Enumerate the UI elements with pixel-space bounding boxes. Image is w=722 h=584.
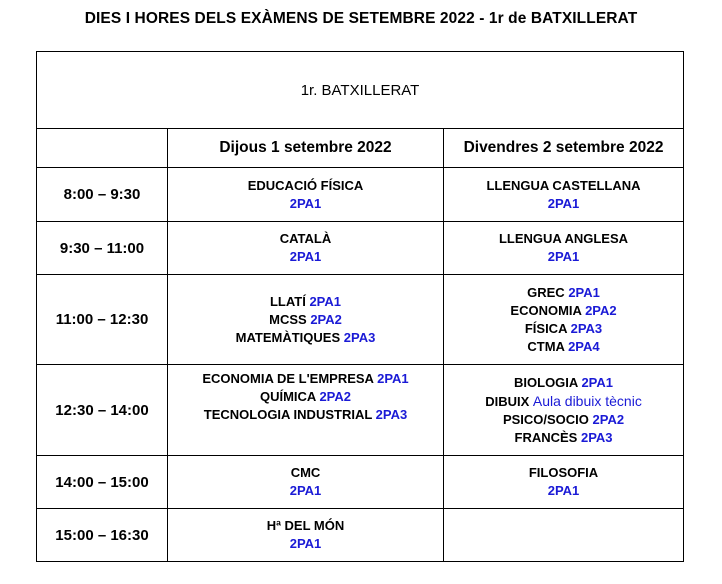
exam-entry [168, 311, 443, 329]
day-header-row [37, 129, 684, 168]
day-header-2: Divendres 2 setembre 2022 [444, 129, 684, 168]
subject: PSICO/SOCIO [502, 411, 589, 427]
subject: Hª DEL MÓN [266, 518, 345, 533]
exam-cell [168, 456, 444, 509]
exam-entry [444, 302, 683, 320]
subject: CATALÀ [279, 231, 332, 246]
exam-cell [444, 168, 684, 222]
subject: LLENGUA CASTELLANA [486, 177, 641, 193]
table-row [37, 456, 684, 509]
subject: CTMA [527, 338, 565, 354]
subject: MATEMÀTIQUES [235, 329, 341, 345]
table-row [37, 168, 684, 222]
subject: EDUCACIÓ FÍSICA [247, 177, 364, 193]
subject: FILOSOFIA [528, 465, 599, 480]
empty-corner-cell [37, 129, 168, 168]
room: 2PA1 [547, 249, 580, 264]
room: 2PA1 [289, 195, 322, 211]
subject: GREC [527, 284, 565, 300]
exam-cell [444, 222, 684, 275]
day-header-1: Dijous 1 setembre 2022 [168, 129, 444, 168]
exam-cell [444, 456, 684, 509]
subject: FRANCÈS [514, 429, 578, 445]
exam-entry [168, 329, 443, 347]
subject: DIBUIX [485, 393, 530, 409]
room: 2PA1 [289, 536, 322, 551]
page-title: DIES I HORES DELS EXÀMENS DE SETEMBRE 2022 - 1r de BATXILLERAT [84, 10, 638, 27]
time-slot: 15:00 – 16:30 [37, 509, 168, 562]
subject: BIOLOGIA [514, 374, 578, 390]
exam-entry [444, 411, 683, 429]
exam-entry [168, 388, 443, 406]
exam-entry [444, 429, 683, 447]
subject: CMC [290, 465, 321, 480]
room: 2PA3 [343, 329, 376, 345]
exam-cell [168, 509, 444, 562]
room: 2PA1 [581, 374, 613, 390]
table-row [37, 509, 684, 562]
time-slot: 14:00 – 15:00 [37, 456, 168, 509]
table-row [37, 365, 684, 456]
exam-cell [168, 222, 444, 275]
exam-cell [444, 275, 684, 365]
subject: ECONOMIA DE L'EMPRESA [202, 371, 374, 386]
exam-cell [168, 275, 444, 365]
room: 2PA4 [568, 338, 600, 354]
exam-cell [444, 365, 684, 456]
room: 2PA1 [547, 483, 580, 498]
table-row [37, 222, 684, 275]
time-slot: 9:30 – 11:00 [37, 222, 168, 275]
course-header: 1r. BATXILLERAT [37, 52, 684, 129]
exam-cell [168, 168, 444, 222]
room: 2PA1 [309, 293, 342, 309]
subject: TECNOLOGIA INDUSTRIAL [203, 407, 373, 422]
exam-entry [168, 293, 443, 311]
room: 2PA2 [592, 411, 625, 427]
exam-entry [444, 374, 683, 392]
room: 2PA1 [289, 249, 322, 264]
exam-entry [168, 406, 443, 424]
exam-entry [444, 392, 683, 411]
exam-entry [168, 370, 443, 388]
exam-schedule-table [36, 51, 684, 562]
subject: LLENGUA ANGLESA [498, 231, 629, 246]
time-slot: 11:00 – 12:30 [37, 275, 168, 365]
room: 2PA2 [310, 311, 342, 327]
time-slot: 8:00 – 9:30 [37, 168, 168, 222]
room: 2PA1 [547, 195, 580, 211]
subject: LLATÍ [269, 293, 306, 309]
room: 2PA2 [319, 389, 352, 404]
room: 2PA3 [570, 320, 603, 336]
room: 2PA2 [585, 302, 617, 318]
exam-cell [168, 365, 444, 456]
exam-entry [444, 320, 683, 338]
room: 2PA3 [375, 407, 408, 422]
time-slot: 12:30 – 14:00 [37, 365, 168, 456]
table-header-row [37, 52, 684, 129]
room: Aula dibuix tècnic [532, 392, 642, 409]
subject: FÍSICA [524, 320, 567, 336]
exam-entry [444, 284, 683, 302]
subject: MCSS [269, 311, 307, 327]
room: 2PA1 [568, 284, 600, 300]
room: 2PA3 [580, 429, 613, 445]
room: 2PA1 [289, 483, 322, 498]
subject: QUÍMICA [259, 389, 316, 404]
exam-entry [444, 338, 683, 356]
subject: ECONOMIA [510, 302, 582, 318]
empty-exam-cell [444, 509, 684, 562]
table-row [37, 275, 684, 365]
room: 2PA1 [377, 371, 409, 386]
